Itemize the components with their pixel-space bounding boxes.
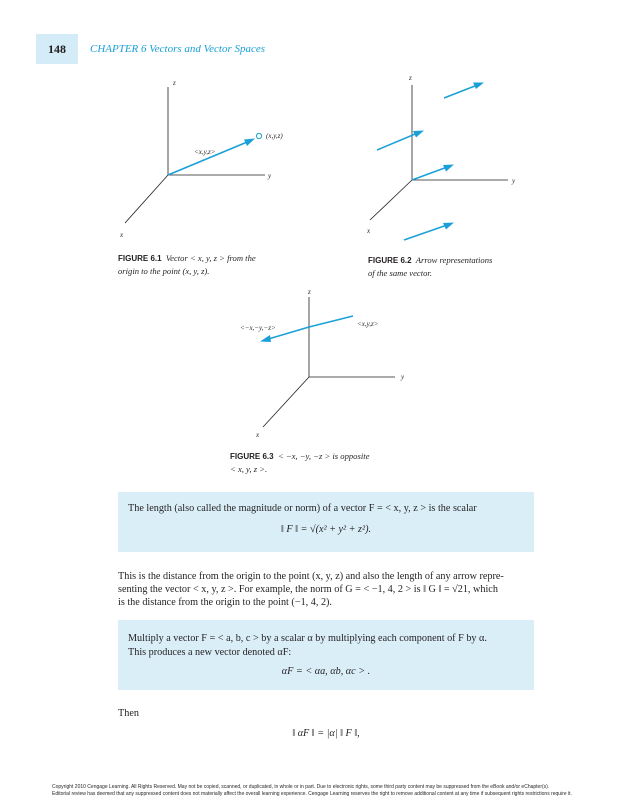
figure-6-2-caption: FIGURE 6.2 Arrow representations of the same vector. bbox=[368, 255, 493, 278]
z-label: z bbox=[409, 74, 412, 82]
x-label: x bbox=[256, 431, 260, 439]
figure-6-1-caption: FIGURE 6.1 Vector < x, y, z > from the origin to the point (x, y, z). bbox=[118, 253, 256, 276]
y-label: y bbox=[401, 373, 405, 381]
norm-property-formula: ‖ αF ‖ = |α| ‖ F ‖, bbox=[292, 728, 360, 739]
arrow-representation bbox=[444, 83, 484, 99]
z-label: z bbox=[173, 79, 176, 87]
positive-vector bbox=[309, 316, 353, 327]
negative-vector-arrowhead bbox=[260, 335, 271, 342]
then-text: Then bbox=[118, 708, 139, 719]
arrow-representation bbox=[404, 223, 454, 241]
x-axis bbox=[370, 180, 412, 220]
z-label: z bbox=[308, 288, 311, 296]
figure-6-3 bbox=[225, 282, 425, 447]
caption-label: FIGURE 6.1 bbox=[118, 254, 162, 263]
figure-6-2 bbox=[362, 70, 542, 245]
position-vector-arrowhead bbox=[244, 139, 255, 147]
page-number: 148 bbox=[48, 42, 66, 56]
caption-label: FIGURE 6.3 bbox=[230, 452, 274, 461]
negative-vector-label: <−x,−y,−z> bbox=[240, 324, 276, 332]
definition-box-scalar: Multiply a vector F = < a, b, c > by a scalar α by multiplying each component of F by α. This produces a new vector denoted αF: αF = < αa, αb, αc > . bbox=[118, 620, 534, 690]
vector-label: <x,y,z> bbox=[194, 148, 216, 156]
figure-6-3-caption: FIGURE 6.3 < −x, −y, −z > is opposite < x, y, z >. bbox=[230, 451, 370, 474]
x-axis bbox=[263, 377, 309, 427]
norm-definition: The length (also called the magnitude or norm) of a vector F = < x, y, z > is the scalar bbox=[128, 503, 477, 514]
definition-box-norm bbox=[118, 492, 534, 552]
copyright-footer: Copyright 2010 Cengage Learning. All Rights Reserved. May not be copied, scanned, or duplicated, in whole or in part. Due to electronic rights, some third party content may be suppressed from the eBook and/or eChapter(s). Editorial review has deemed that any suppressed content does not materially affect the overall learning experience. Cengage Learning reserves the right to remove additional content at any time if subsequent rights restrictions require it. bbox=[52, 784, 572, 797]
x-axis bbox=[125, 175, 168, 223]
y-label: y bbox=[512, 177, 516, 185]
norm-formula: ‖ F ‖ = √(x² + y² + z²). bbox=[280, 524, 372, 535]
x-label: x bbox=[120, 231, 124, 239]
point-marker bbox=[256, 133, 261, 138]
figure-6-1 bbox=[110, 75, 310, 245]
running-head: CHAPTER 6 Vectors and Vector Spaces bbox=[90, 43, 266, 55]
position-vector bbox=[168, 140, 252, 175]
caption-label: FIGURE 6.2 bbox=[368, 256, 412, 265]
y-label: y bbox=[268, 172, 272, 180]
point-label: (x,y,z) bbox=[266, 132, 283, 140]
x-label: x bbox=[367, 227, 371, 235]
positive-vector-label: <x,y,z> bbox=[357, 320, 379, 328]
scalar-formula: αF = < αa, αb, αc > . bbox=[281, 666, 371, 677]
arrow-representation bbox=[377, 131, 424, 151]
norm-example-paragraph: This is the distance from the origin to the point (x, y, z) and also the length of any arrow repre- senting the vector < x, y, z >. For example, the norm of G = < −1, 4, 2 > is ‖ G ‖ = √21, which is the distance from the origin to the point (−1, 4, 2). bbox=[118, 571, 504, 609]
arrow-representation bbox=[412, 165, 454, 181]
